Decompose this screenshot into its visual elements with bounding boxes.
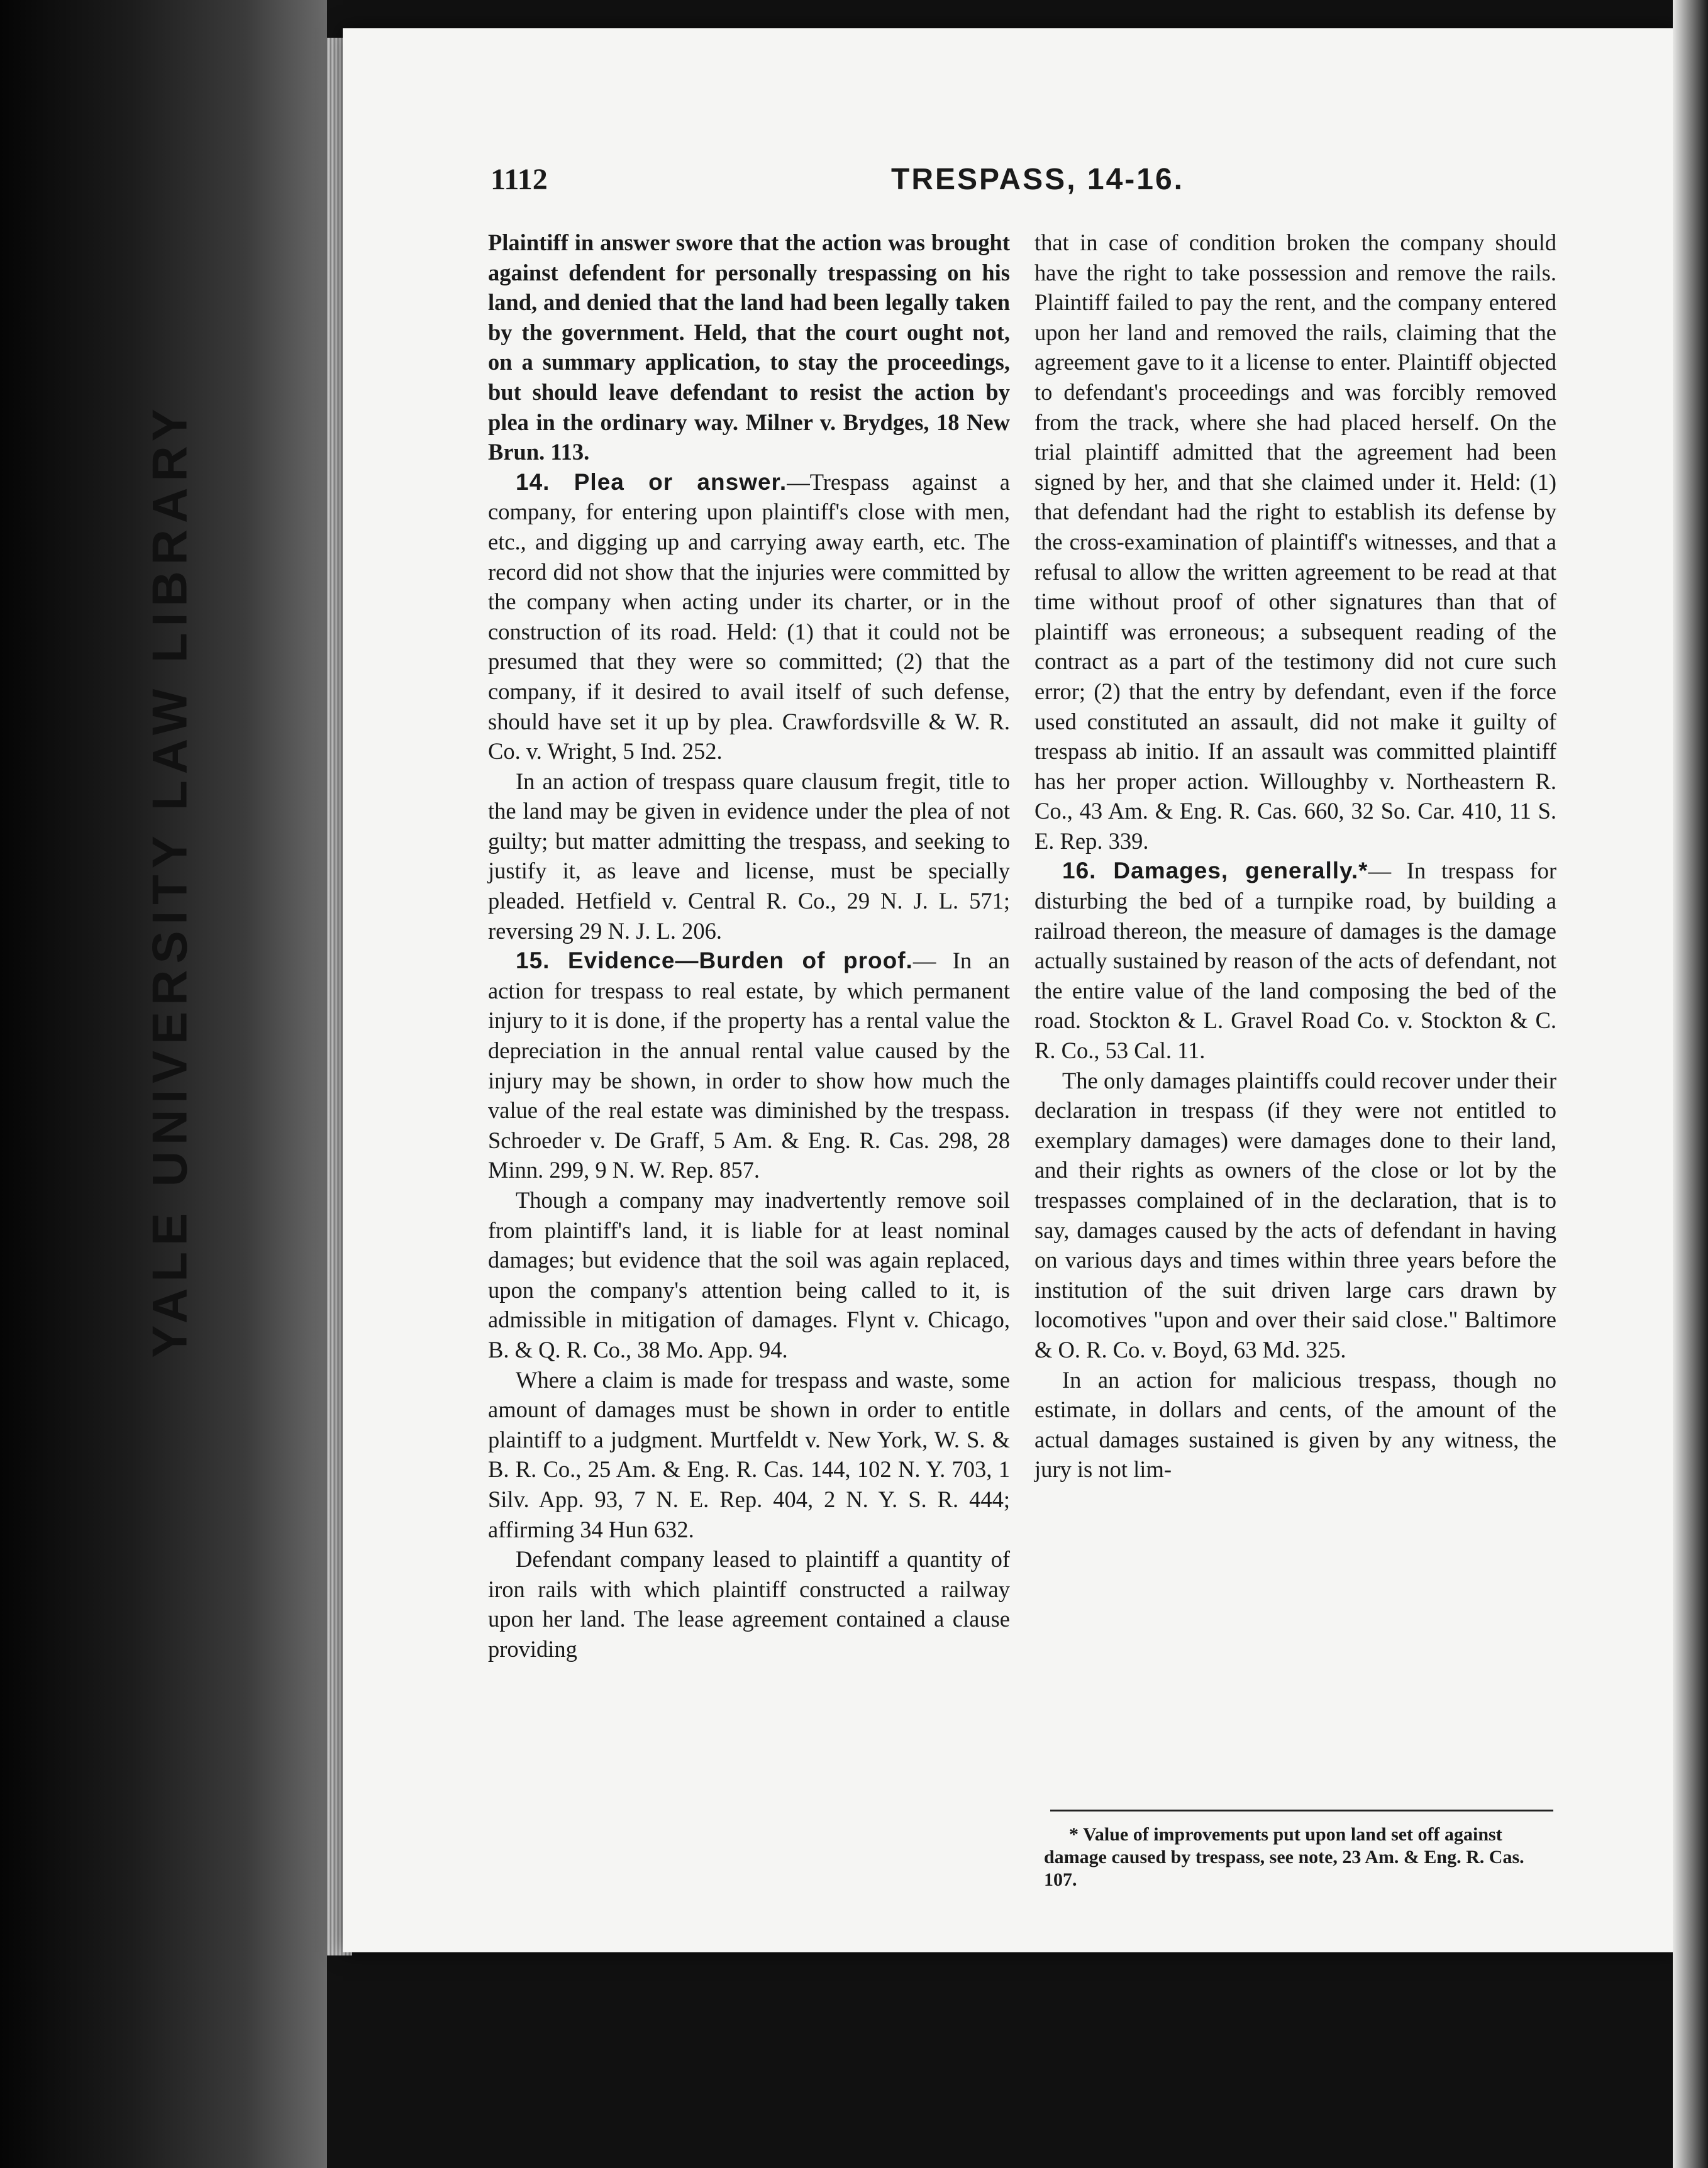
paragraph: In an action for malicious trespass, though no estimate, in dollars and cents, of the amount of the actual damages sustained is given by any witness, the jury is not lim-: [1034, 1366, 1556, 1483]
left-column: [488, 228, 1010, 1664]
paragraph: In an action of trespass quare clausum fregit, title to the land may be given in evidence under the plea of not guilty; but matter admitting the trespass, and seeking to justify it, as leave and license, must be specially pleaded. Hetfield v. Central R. Co., 29 N. J. L. 571; reversing 29 N. J. L. 206.: [488, 768, 1010, 944]
paragraph: Plaintiff in answer swore that the action was brought against defendent for personally trespassing on his land, and denied that the land had been legally taken by the government. Held, that the court ought not, on a summary application, to stay the proceedings, but should leave defendant to resist the action by plea in the ordinary way. Milner v. Brydges, 18 New Brun. 113.: [488, 230, 1010, 465]
paragraph: that in case of condition broken the company should have the right to take possession and remove the rails. Plaintiff failed to pay the rent, and the company entered upon her land and removed the rails, claiming that the agreement gave to it a license to enter. Plaintiff objected to defendant's proceedings and was forcibly removed from the track, where she had placed herself. On the trial plaintiff admitted that the agreement had been signed by her, and that she claimed under it. Held: (1) that defendant had the right to establish its defense by the cross-examination of plaintiff's witnesses, and that a refusal to allow the written agreement to be read at that time without proof of other signatures than that of plaintiff was erroneous; a subsequent reading of the contract as a part of the testimony did not cure such error; (2) that the entry by defendant, even if the force used constituted an assault, did not make it guilty of trespass ab initio. If an assault was committed plaintiff has her proper action. Willoughby v. Northeastern R. Co., 43 Am. & Eng. R. Cas. 660, 32 So. Car. 410, 11 S. E. Rep. 339.: [1034, 230, 1556, 854]
section-body: — In an action for trespass to real estate, by which permanent injury to it is done, if the property has a rental value the depreciation in the annual rental value caused by the injury may be shown, in order to show how much the value of the real estate was diminished by the trespass. Schroeder v. De Graff, 5 Am. & Eng. R. Cas. 298, 28 Minn. 299, 9 N. W. Rep. 857.: [488, 948, 1010, 1183]
section-heading: 14. Plea or answer.: [516, 468, 787, 495]
page-title: TRESPASS, 14-16.: [891, 163, 1184, 196]
right-column: [1034, 228, 1556, 1485]
section-heading: 15. Evidence—Burden of proof.: [516, 948, 913, 974]
paragraph: Though a company may inadvertently remove soil from plaintiff's land, it is liable for at least nominal damages; but evidence that the soil was again replaced, upon the company's attention being called to it, is admissible in mitigation of damages. Flynt v. Chicago, B. & Q. R. Co., 38 Mo. App. 94.: [488, 1187, 1010, 1363]
section-heading: 16. Damages, generally.*: [1062, 858, 1368, 884]
section-15: [488, 946, 1010, 1185]
footnote: * Value of improvements put upon land set off against damage caused by trespass, see note, 23 Am. & Eng. R. Cas. 107.: [1044, 1824, 1524, 1890]
page-number: 1112: [491, 163, 548, 196]
book-spine: [0, 0, 327, 2168]
spine-library-stamp: YALE UNIVERSITY LAW LIBRARY: [141, 402, 197, 1358]
running-head: [491, 162, 1585, 213]
section-16: [1034, 856, 1556, 1065]
paragraph: Where a claim is made for trespass and waste, some amount of damages must be shown in order to entitle plaintiff to a judgment. Murtfeldt v. New York, W. S. & B. R. Co., 25 Am. & Eng. R. Cas. 144, 102 N. Y. 703, 1 Silv. App. 93, 7 N. E. Rep. 404, 2 N. Y. S. R. 444; affirming 34 Hun 632.: [488, 1366, 1010, 1542]
section-body: — In trespass for disturbing the bed of a turnpike road, by building a railroad thereon, the measure of damages is the damage actually sustained by reason of the acts of defendant, not the entire value of the land composing the bed of the road. Stockton & L. Gravel Road Co. v. Stockton & C. R. Co., 53 Cal. 11.: [1034, 858, 1556, 1064]
paragraph: The only damages plaintiffs could recover under their declaration in trespass (if they were not entitled to exemplary damages) were damages done to their land, and their rights as owners of the close or lot by the trespasses complained of in the declaration, that is to say, damages caused by the acts of defendant in having on various days and times within three years before the institution of the suit driven large cars drawn by locomotives "upon and over their said close." Baltimore & O. R. Co. v. Boyd, 63 Md. 325.: [1034, 1067, 1556, 1363]
footnote-rule: [1050, 1810, 1553, 1811]
right-page-edge: [1673, 0, 1708, 2168]
section-14: [488, 467, 1010, 766]
paragraph: Defendant company leased to plaintiff a quantity of iron rails with which plaintiff constructed a railway upon her land. The lease agreement contained a clause providing: [488, 1546, 1010, 1662]
section-body: —Trespass against a company, for entering upon plaintiff's close with men, etc., and digging up and carrying away earth, etc. The record did not show that the injuries were committed by the company when acting under its charter, or in the construction of its road. Held: (1) that it could not be presumed that they were so committed; (2) that the company, if it desired to avail itself of such defense, should have set it up by plea. Crawfordsville & W. R. Co. v. Wright, 5 Ind. 252.: [488, 468, 1010, 765]
